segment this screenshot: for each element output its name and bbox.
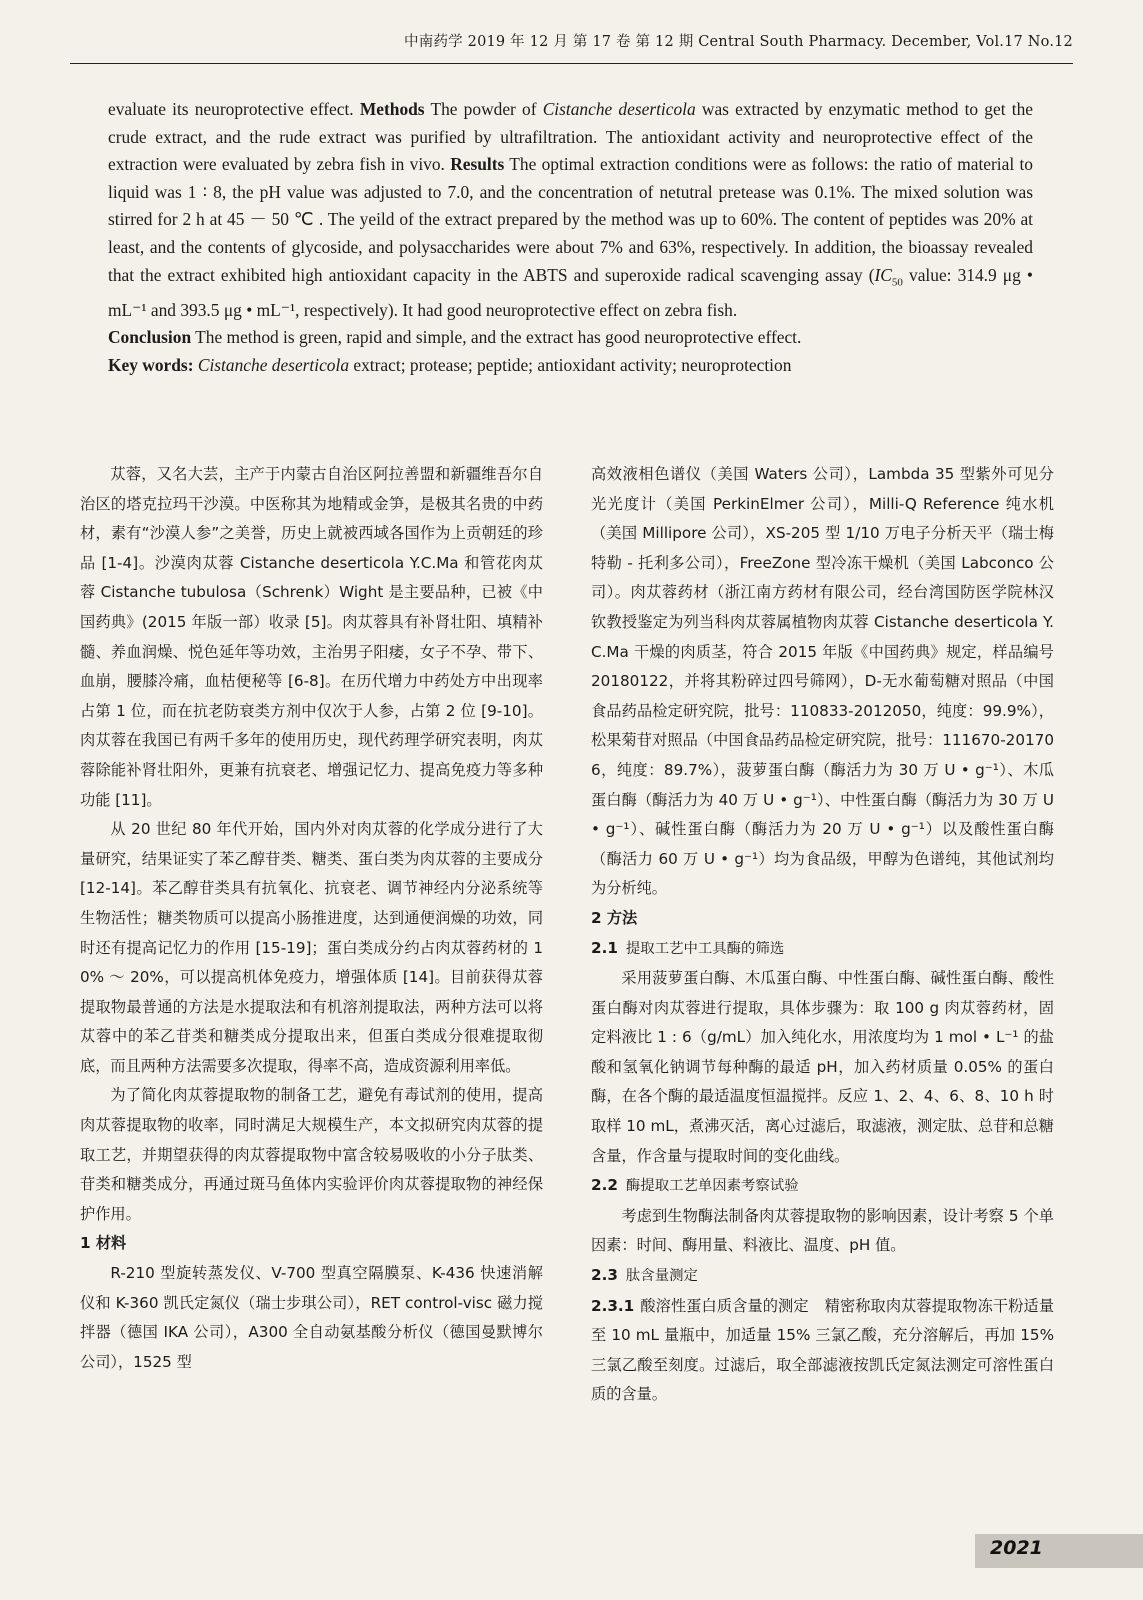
english-abstract <box>108 96 1033 379</box>
abstract-conclusion <box>108 324 1033 352</box>
keywords-label: Key words: <box>108 354 194 375</box>
right-column <box>591 460 1054 1410</box>
subsection-number: 2.3.1 <box>591 1296 635 1315</box>
intro-paragraph: 从 20 世纪 80 年代开始，国内外对肉苁蓉的化学成分进行了大量研究，结果证实了苯乙醇苷类、糖类、蛋白类为肉苁蓉的主要成分 [12-14]。苯乙醇苷类具有抗氧化、抗衰老、调节神经内分泌系统等生物活性；糖类物质可以提高小肠推进度，达到通便润燥的功效，同时还有提高记忆力的作用 [15-19]；蛋白类成分约占肉苁蓉药材的 10% ～ 20%，可以提高机体免疫力，增强体质 [14]。目前获得苁蓉提取物最普通的方法是水提取法和有机溶剂提取法，两种方法可以将苁蓉中的苯乙苷类和糖类成分提取出来，但蛋白类成分很难提取彻底，而且两种方法需要多次提取，得率不高，造成资源利用率低。 <box>80 820 543 1075</box>
abstract-keywords <box>108 352 1033 380</box>
materials-continued: 高效液相色谱仪（美国 Waters 公司），Lambda 35 型紫外可见分光光度计（美国 PerkinElmer 公司），Milli-Q Reference 纯水机（美国 Millipore 公司），XS-205 型 1/10 万电子分析天平（瑞士梅特勒 - 托利多公司），FreeZone 型冷冻干燥机（美国 Labconco 公司）。肉苁蓉药材（浙江南方药材有限公司，经台湾国防医学院林汉钦教授鉴定为列当科肉苁蓉属植物肉苁蓉 Cistanche deserticola Y.C.Ma 干燥的肉质茎，符合 2015 年版《中国药典》规定，样品编号 20180122，并将其粉碎过四号筛网），D-无水葡萄糖对照品（中国食品药品检定研究院，批号：110833-2012050，纯度：99.9%），松果菊苷对照品（中国食品药品检定研究院，批号：111670-201706，纯度：89.7%），菠萝蛋白酶（酶活力为 30 万 U • g⁻¹）、木瓜蛋白酶（酶活力为 40 万 U • g⁻¹）、中性蛋白酶（酶活力为 30 万 U • g⁻¹）、碱性蛋白酶（酶活力为 20 万 U • g⁻¹）以及酸性蛋白酶（酶活力 60 万 U • g⁻¹）均为食品级，甲醇为色谱纯，其他试剂均为分析纯。 <box>591 465 1054 898</box>
header-rule <box>70 63 1073 64</box>
subsection-title: 酶提取工艺单因素考察试验 <box>625 1178 799 1195</box>
ic-label: IC <box>874 264 892 285</box>
method-text: 精密称取肉苁蓉提取物冻干粉适量至 10 mL 量瓶中，加适量 15% 三氯乙酸，充分溶解后，再加 15% 三氯乙酸至刻度。过滤后，取全部滤液按凯氏定氮法测定可溶性蛋白质的含量。 <box>591 1296 1055 1404</box>
materials-paragraph: R-210 型旋转蒸发仪、V-700 型真空隔膜泵、K-436 快速消解仪和 K-360 凯氏定氮仪（瑞士步琪公司），RET control-visc 磁力搅拌器（德国 IKA 公司），A300 全自动氨基酸分析仪（德国曼默博尔公司），1525 型 <box>80 1264 543 1371</box>
section-heading-methods: 2 方法 <box>591 908 638 927</box>
abstract-text: evaluate its neuroprotective effect. <box>108 99 360 119</box>
keywords-text: extract; protease; peptide; antioxidant activity; neuroprotection <box>349 354 792 375</box>
methods-label: Methods <box>359 99 425 119</box>
subsection-number: 2.3 <box>591 1266 618 1285</box>
subsection-heading-2-3 <box>591 1261 1054 1292</box>
method-paragraph: 考虑到生物酶法制备肉苁蓉提取物的影响因素，设计考察 5 个单因素：时间、酶用量、料液比、温度、pH 值。 <box>591 1206 1054 1255</box>
subsection-title: 提取工艺中工具酶的筛选 <box>625 940 785 957</box>
method-paragraph: 采用菠萝蛋白酶、木瓜蛋白酶、中性蛋白酶、碱性蛋白酶、酸性蛋白酶对肉苁蓉进行提取，具体步骤为：取 100 g 肉苁蓉药材，固定料液比 1 : 6（g/mL）加入纯化水，用浓度均为 1 mol • L⁻¹ 的盐酸和氢氧化钠调节每种酶的最适 pH，加入药材质量 0.05% 的蛋白酶，在各个酶的最适温度恒温搅拌。反应 1、2、4、6、8、10 h 时取样 10 mL，煮沸灭活，离心过滤后，取滤液，测定肽、总苷和总糖含量，作含量与提取时间的变化曲线。 <box>591 969 1054 1165</box>
page-number: 2021 <box>990 1537 1043 1559</box>
subsection-heading-2-1 <box>591 934 1054 965</box>
method-paragraph-2-3-1 <box>591 1292 1054 1410</box>
subsection-number: 2.2 <box>591 1176 618 1195</box>
conclusion-text: The method is green, rapid and simple, and the extract has good neuroprotective effect. <box>191 327 802 348</box>
species-name: Cistanche deserticola <box>542 99 696 119</box>
abstract-body <box>108 96 1033 324</box>
subsection-title: 肽含量测定 <box>625 1268 698 1285</box>
intro-paragraph: 为了简化肉苁蓉提取物的制备工艺，避免有毒试剂的使用，提高肉苁蓉提取物的收率，同时满足大规模生产，本文拟研究肉苁蓉的提取工艺，并期望获得的肉苁蓉提取物中富含较易吸收的小分子肽类、苷类和糖类成分，再通过斑马鱼体内实验评价肉苁蓉提取物的神经保护作用。 <box>80 1086 543 1223</box>
conclusion-label: Conclusion <box>108 327 192 348</box>
results-label: Results <box>450 154 505 175</box>
running-head: 中南药学 2019 年 12 月 第 17 卷 第 12 期 Central South Pharmacy. December, Vol.17 No.12 <box>404 34 1073 50</box>
intro-paragraph: 苁蓉，又名大芸，主产于内蒙古自治区阿拉善盟和新疆维吾尔自治区的塔克拉玛干沙漠。中医称其为地精或金笋，是极其名贵的中药材，素有“沙漠人参”之美誉，历史上就被西域各国作为上贡朝廷的珍品 [1-4]。沙漠肉苁蓉 Cistanche deserticola Y.C.Ma 和管花肉苁蓉 Cistanche tubulosa（Schrenk）Wight 是主要品种，已被《中国药典》(2015 年版一部）收录 [5]。肉苁蓉具有补肾壮阳、填精补髓、养血润燥、悦色延年等功效，主治男子阳痿，女子不孕、带下、血崩，腰膝冷痛，血枯便秘等 [6-8]。在历代增力中药处方中出现率占第 1 位，而在抗老防衰类方剂中仅次于人参，占第 2 位 [9-10]。肉苁蓉在我国已有两千多年的使用历史，现代药理学研究表明，肉苁蓉除能补肾壮阳外，更兼有抗衰老、增强记忆力、提高免疫力等多种功能 [11]。 <box>80 465 543 809</box>
species-name: Cistanche deserticola <box>197 354 350 375</box>
abstract-text: was extracted by enzymatic method to get the crude extract, and the rude extract was purified by ultrafiltration. The antioxidant activity and neuroprotective effect of the extraction were evaluated by zebra fish in vivo. <box>108 99 1033 175</box>
left-column <box>80 460 543 1377</box>
ic-subscript: 50 <box>891 276 903 289</box>
abstract-text: The optimal extraction conditions were as follows: the ratio of material to liquid was 1 ∶ 8, the pH value was adjusted to 7.0, and the concentration of netutral pretease was 0.1%. The mixed solution was stirred for 2 h at 45 － 50 ℃ . The yeild of the extract prepared by the method was up to 60%. The content of peptides was 20% at least, and the contents of glycoside, and polysaccharides were about 7% and 63%, respectively. In addition, the bioassay revealed that the extract exhibited high antioxidant capacity in the ABTS and superoxide radical scavenging assay ( <box>108 154 1034 285</box>
subsection-heading-2-2 <box>591 1171 1054 1202</box>
subsection-number: 2.1 <box>591 938 618 957</box>
abstract-text: value: 314.9 μg • mL⁻¹ and 393.5 μg • mL⁻¹, respectively). It had good neuroprotective effect on zebra fish. <box>108 264 1034 320</box>
subsection-title: 酸溶性蛋白质含量的测定 <box>640 1296 809 1315</box>
abstract-text: The powder of <box>424 99 543 119</box>
section-heading-materials: 1 材料 <box>80 1234 127 1253</box>
